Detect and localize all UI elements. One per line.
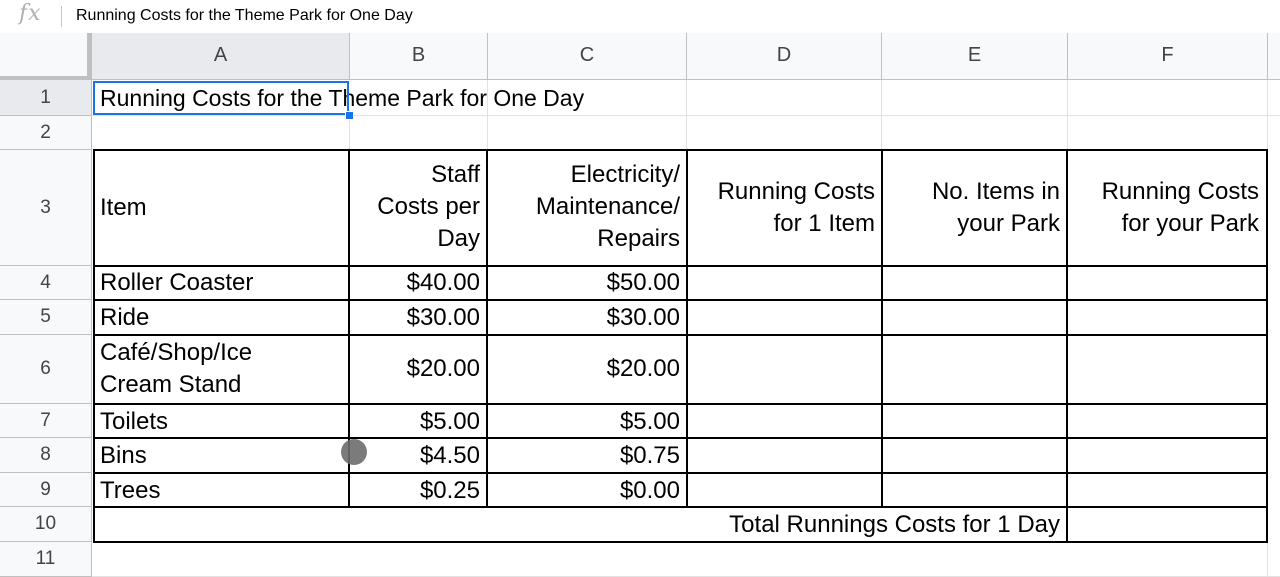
fill-handle[interactable]	[345, 111, 354, 120]
cell-c9-elec[interactable]: $0.00	[619, 477, 680, 504]
column-header-a[interactable]: A	[92, 33, 350, 80]
column-header-d[interactable]: D	[687, 33, 882, 80]
cell-c6-elec[interactable]: $20.00	[606, 355, 680, 382]
select-all-corner[interactable]	[0, 33, 92, 80]
column-header-b[interactable]: B	[350, 33, 488, 80]
cell-b8-staff[interactable]: $4.50	[419, 442, 480, 469]
formula-bar-divider	[61, 6, 62, 27]
cell-b3-staff-header[interactable]	[352, 159, 480, 255]
cell-b4-staff[interactable]: $40.00	[406, 269, 480, 296]
row-header-6[interactable]: 6	[0, 335, 92, 404]
column-header-f[interactable]: F	[1068, 33, 1268, 80]
cell-b9-staff[interactable]: $0.25	[419, 477, 480, 504]
column-header-c[interactable]: C	[488, 33, 687, 80]
column-header-overflow	[1268, 33, 1280, 80]
cell-b3-line: Staff	[431, 161, 480, 188]
cell-c7-elec[interactable]: $5.00	[619, 408, 680, 435]
cell-d3-line: Running Costs	[717, 178, 875, 205]
gridline	[1267, 542, 1268, 577]
row-header-11[interactable]: 11	[0, 542, 92, 577]
gridline	[1267, 80, 1268, 150]
cell-c5-elec[interactable]: $30.00	[606, 304, 680, 331]
cell-d3-line: for 1 Item	[773, 210, 875, 237]
table-border	[1066, 149, 1068, 543]
cell-a4-item[interactable]: Roller Coaster	[100, 269, 254, 296]
formula-bar	[0, 0, 1280, 34]
row-header-10[interactable]: 10	[0, 507, 92, 542]
cell-a6-item[interactable]	[100, 337, 252, 401]
gridline	[686, 80, 687, 150]
cell-c3-line: Repairs	[597, 225, 680, 252]
row-header-7[interactable]: 7	[0, 404, 92, 438]
cell-a1-title[interactable]: Running Costs for the Theme Park for One Day	[100, 85, 585, 111]
table-border	[686, 149, 688, 508]
table-border	[93, 472, 1268, 474]
cell-e3-line: your Park	[957, 210, 1060, 237]
row-header-5[interactable]: 5	[0, 300, 92, 335]
cell-e3-num-items-header[interactable]	[885, 176, 1060, 240]
cell-f3-running-park-header[interactable]	[1070, 176, 1259, 240]
table-border	[93, 437, 1268, 439]
row-header-3[interactable]: 3	[0, 150, 92, 266]
touch-pointer-indicator	[341, 439, 367, 465]
cell-a3-item-header[interactable]: Item	[100, 194, 147, 221]
cell-a5-item[interactable]: Ride	[100, 304, 150, 331]
cell-b7-staff[interactable]: $5.00	[419, 408, 480, 435]
cell-b5-staff[interactable]: $30.00	[406, 304, 480, 331]
cell-d3-running-one-header[interactable]	[690, 176, 875, 240]
row-header-4[interactable]: 4	[0, 266, 92, 300]
row-header-1[interactable]: 1	[0, 80, 92, 116]
table-border	[1266, 149, 1268, 543]
gridline	[1067, 80, 1068, 150]
fx-icon: fx	[19, 1, 42, 26]
cell-b6-staff[interactable]: $20.00	[406, 355, 480, 382]
table-border	[93, 403, 1268, 405]
table-border	[93, 149, 95, 543]
cell-c3-line: Electricity/	[570, 161, 680, 188]
column-header-e[interactable]: E	[882, 33, 1068, 80]
table-border	[93, 265, 1268, 267]
cell-f3-line: for your Park	[1121, 210, 1259, 237]
table-border	[881, 149, 883, 508]
cell-f3-line: Running Costs	[1101, 178, 1259, 205]
active-cell-selection	[93, 81, 349, 115]
row-header-9[interactable]: 9	[0, 473, 92, 507]
table-border	[486, 149, 488, 508]
table-border	[93, 334, 1268, 336]
cell-b3-line: Costs per	[377, 193, 480, 220]
cell-a6-line: Café/Shop/Ice	[100, 339, 253, 366]
gridline	[349, 116, 350, 150]
cell-e3-line: No. Items in	[931, 178, 1060, 205]
gridline	[881, 80, 882, 150]
table-border	[93, 541, 1268, 543]
cell-a7-item[interactable]: Toilets	[100, 408, 169, 435]
row-header-2[interactable]: 2	[0, 116, 92, 150]
table-border	[93, 149, 1268, 151]
table-border	[93, 506, 1268, 508]
row-header-8[interactable]: 8	[0, 438, 92, 473]
cell-a9-item[interactable]: Trees	[100, 477, 161, 504]
cell-a6-line: Cream Stand	[100, 371, 242, 398]
cell-c4-elec[interactable]: $50.00	[606, 269, 680, 296]
cell-b3-line: Day	[437, 225, 480, 252]
cell-a8-item[interactable]: Bins	[100, 442, 147, 469]
cell-c3-electricity-header[interactable]	[490, 159, 680, 255]
cell-c8-elec[interactable]: $0.75	[619, 442, 680, 469]
table-border	[93, 299, 1268, 301]
formula-input[interactable]: Running Costs for the Theme Park for One Day	[76, 7, 413, 24]
cell-total-label[interactable]: Total Runnings Costs for 1 Day	[729, 511, 1060, 538]
cell-c3-line: Maintenance/	[535, 193, 680, 220]
